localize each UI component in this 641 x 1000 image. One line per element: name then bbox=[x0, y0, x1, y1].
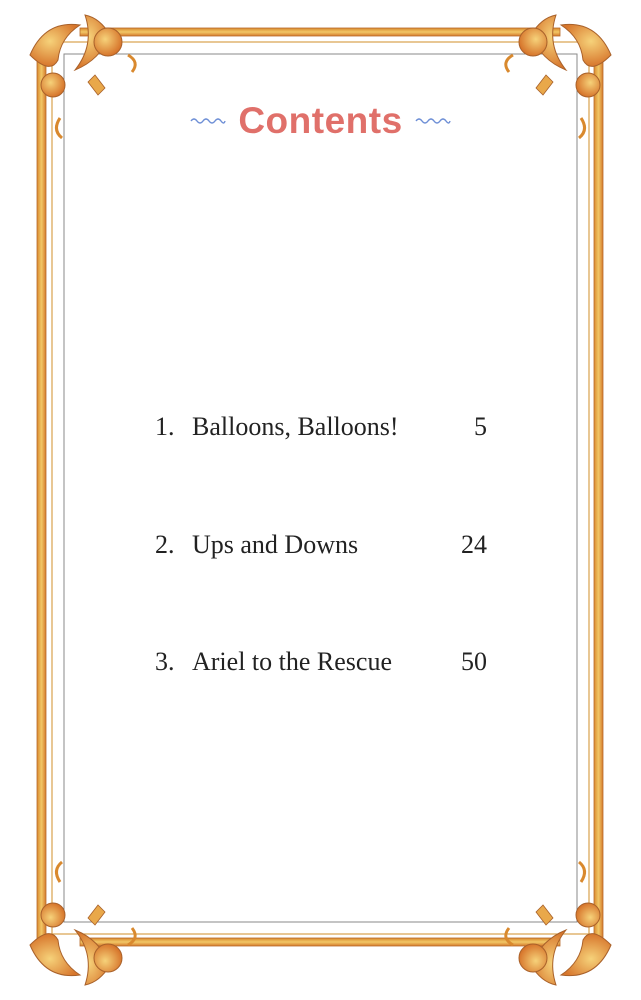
chapter-number: 3. bbox=[155, 647, 175, 676]
chapter-title: Ariel to the Rescue bbox=[192, 647, 392, 676]
page-title: Contents bbox=[238, 100, 403, 141]
chapter-title: Ups and Downs bbox=[192, 530, 359, 559]
chapter-number: 2. bbox=[155, 530, 175, 559]
chapter-page: 50 bbox=[461, 647, 487, 676]
chapter-title: Balloons, Balloons! bbox=[192, 412, 399, 441]
chapter-number: 1. bbox=[155, 412, 175, 441]
chapter-page: 5 bbox=[474, 412, 487, 441]
wave-squiggle-left-icon bbox=[190, 116, 226, 126]
toc-entry-1 bbox=[155, 412, 487, 452]
toc-entry-3 bbox=[155, 647, 487, 687]
chapter-page: 24 bbox=[461, 530, 487, 559]
toc-entry-2 bbox=[155, 530, 487, 570]
title-row bbox=[0, 100, 641, 142]
wave-squiggle-right-icon bbox=[415, 116, 451, 126]
